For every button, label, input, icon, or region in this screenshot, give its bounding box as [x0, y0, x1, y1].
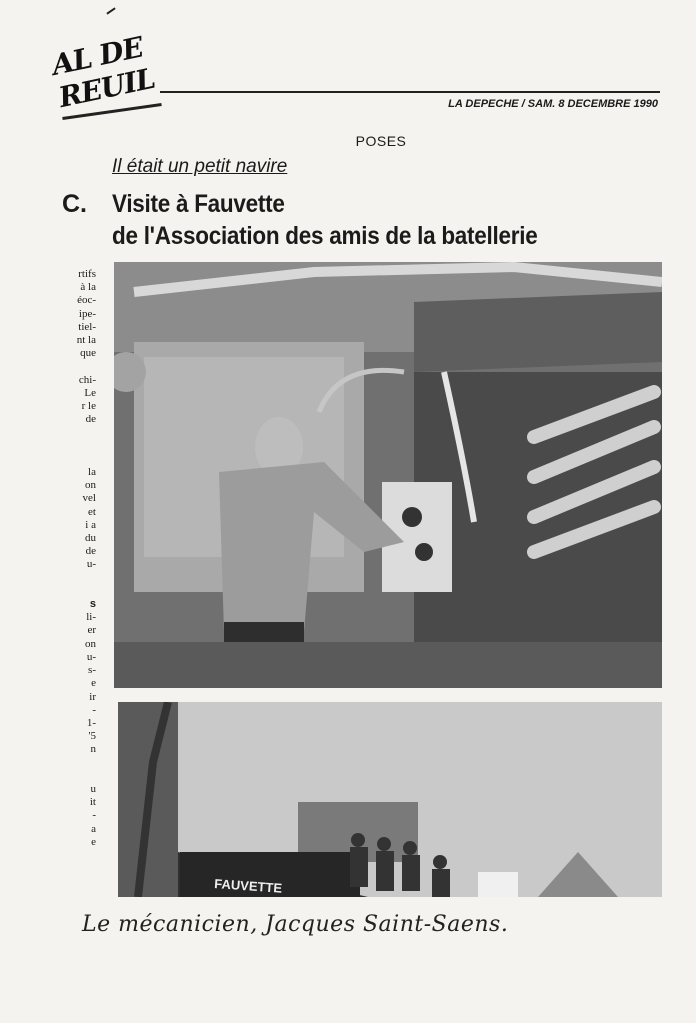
side-column-line: e: [91, 835, 96, 848]
side-column-line: i a: [85, 518, 96, 531]
section-label: POSES: [355, 133, 407, 149]
side-column-line: chi-: [78, 373, 96, 386]
side-column-line: de: [85, 545, 96, 558]
side-column-line: u-: [86, 650, 96, 663]
side-column-line: n: [90, 743, 96, 756]
side-column-line: [62, 440, 96, 453]
side-column-line: de: [85, 413, 96, 426]
side-column-line: a: [91, 822, 96, 835]
side-column-line: -: [92, 809, 96, 822]
headline-line-1: Visite à Fauvette: [112, 190, 285, 218]
headline-line-2: de l'Association des amis de la batellerie: [112, 222, 538, 250]
side-column-line: à la: [80, 281, 96, 294]
side-column-line: r le: [81, 400, 96, 413]
boat-illustration: [118, 702, 662, 897]
side-column-line: it: [89, 796, 96, 809]
handwritten-caption: Le mécanicien, Jacques Saint-Saens.: [82, 912, 509, 937]
side-column-line: -: [92, 703, 96, 716]
side-column-line: rtifs: [78, 268, 96, 280]
side-column-line: u: [90, 782, 96, 795]
side-column-line: li-: [86, 611, 96, 624]
dateline: LA DEPECHE / SAM. 8 DECEMBRE 1990: [448, 98, 658, 110]
masthead-logo: AL DE REUIL: [49, 30, 158, 115]
kicker: Il était un petit navire: [112, 156, 288, 177]
engine-room-photo: [114, 262, 662, 688]
side-column-line: la: [88, 466, 96, 479]
masthead-rule: [160, 91, 660, 93]
side-column-line: [62, 757, 96, 770]
side-column-line: vel: [82, 492, 96, 505]
side-column-line: e: [91, 677, 96, 690]
cut-headline-fragment: C.: [62, 190, 87, 218]
boat-photo: [118, 702, 662, 897]
side-column-line: u-: [86, 558, 96, 571]
side-column-line: s-: [88, 664, 96, 677]
side-column-line: [62, 585, 96, 598]
side-column-line: [62, 360, 96, 373]
side-column-line: 1-: [86, 716, 96, 729]
side-column-line: s: [89, 598, 96, 611]
side-column-line: [62, 770, 96, 783]
side-column-line: [62, 453, 96, 466]
side-column-line: on: [85, 637, 96, 650]
side-column-line: ipe-: [78, 307, 96, 320]
side-column-line: éoc-: [77, 294, 96, 307]
boat-name-label: FAUVETTE: [213, 876, 283, 896]
side-column-line: Le: [84, 386, 96, 399]
side-column-line: ir: [89, 690, 96, 703]
pen-mark: [106, 7, 115, 14]
side-column-line: que: [80, 347, 96, 360]
side-column-line: on: [85, 479, 96, 492]
side-column-line: [62, 572, 96, 585]
side-column-line: tiel-: [78, 320, 96, 333]
side-column-line: [62, 426, 96, 439]
side-column-line: du: [85, 532, 96, 545]
side-column-text: [62, 268, 96, 849]
engine-room-illustration: [114, 262, 662, 688]
side-column-line: et: [88, 505, 96, 518]
side-column-line: er: [87, 624, 96, 637]
side-column-line: '5: [88, 730, 96, 743]
side-column-line: nt la: [76, 334, 96, 347]
